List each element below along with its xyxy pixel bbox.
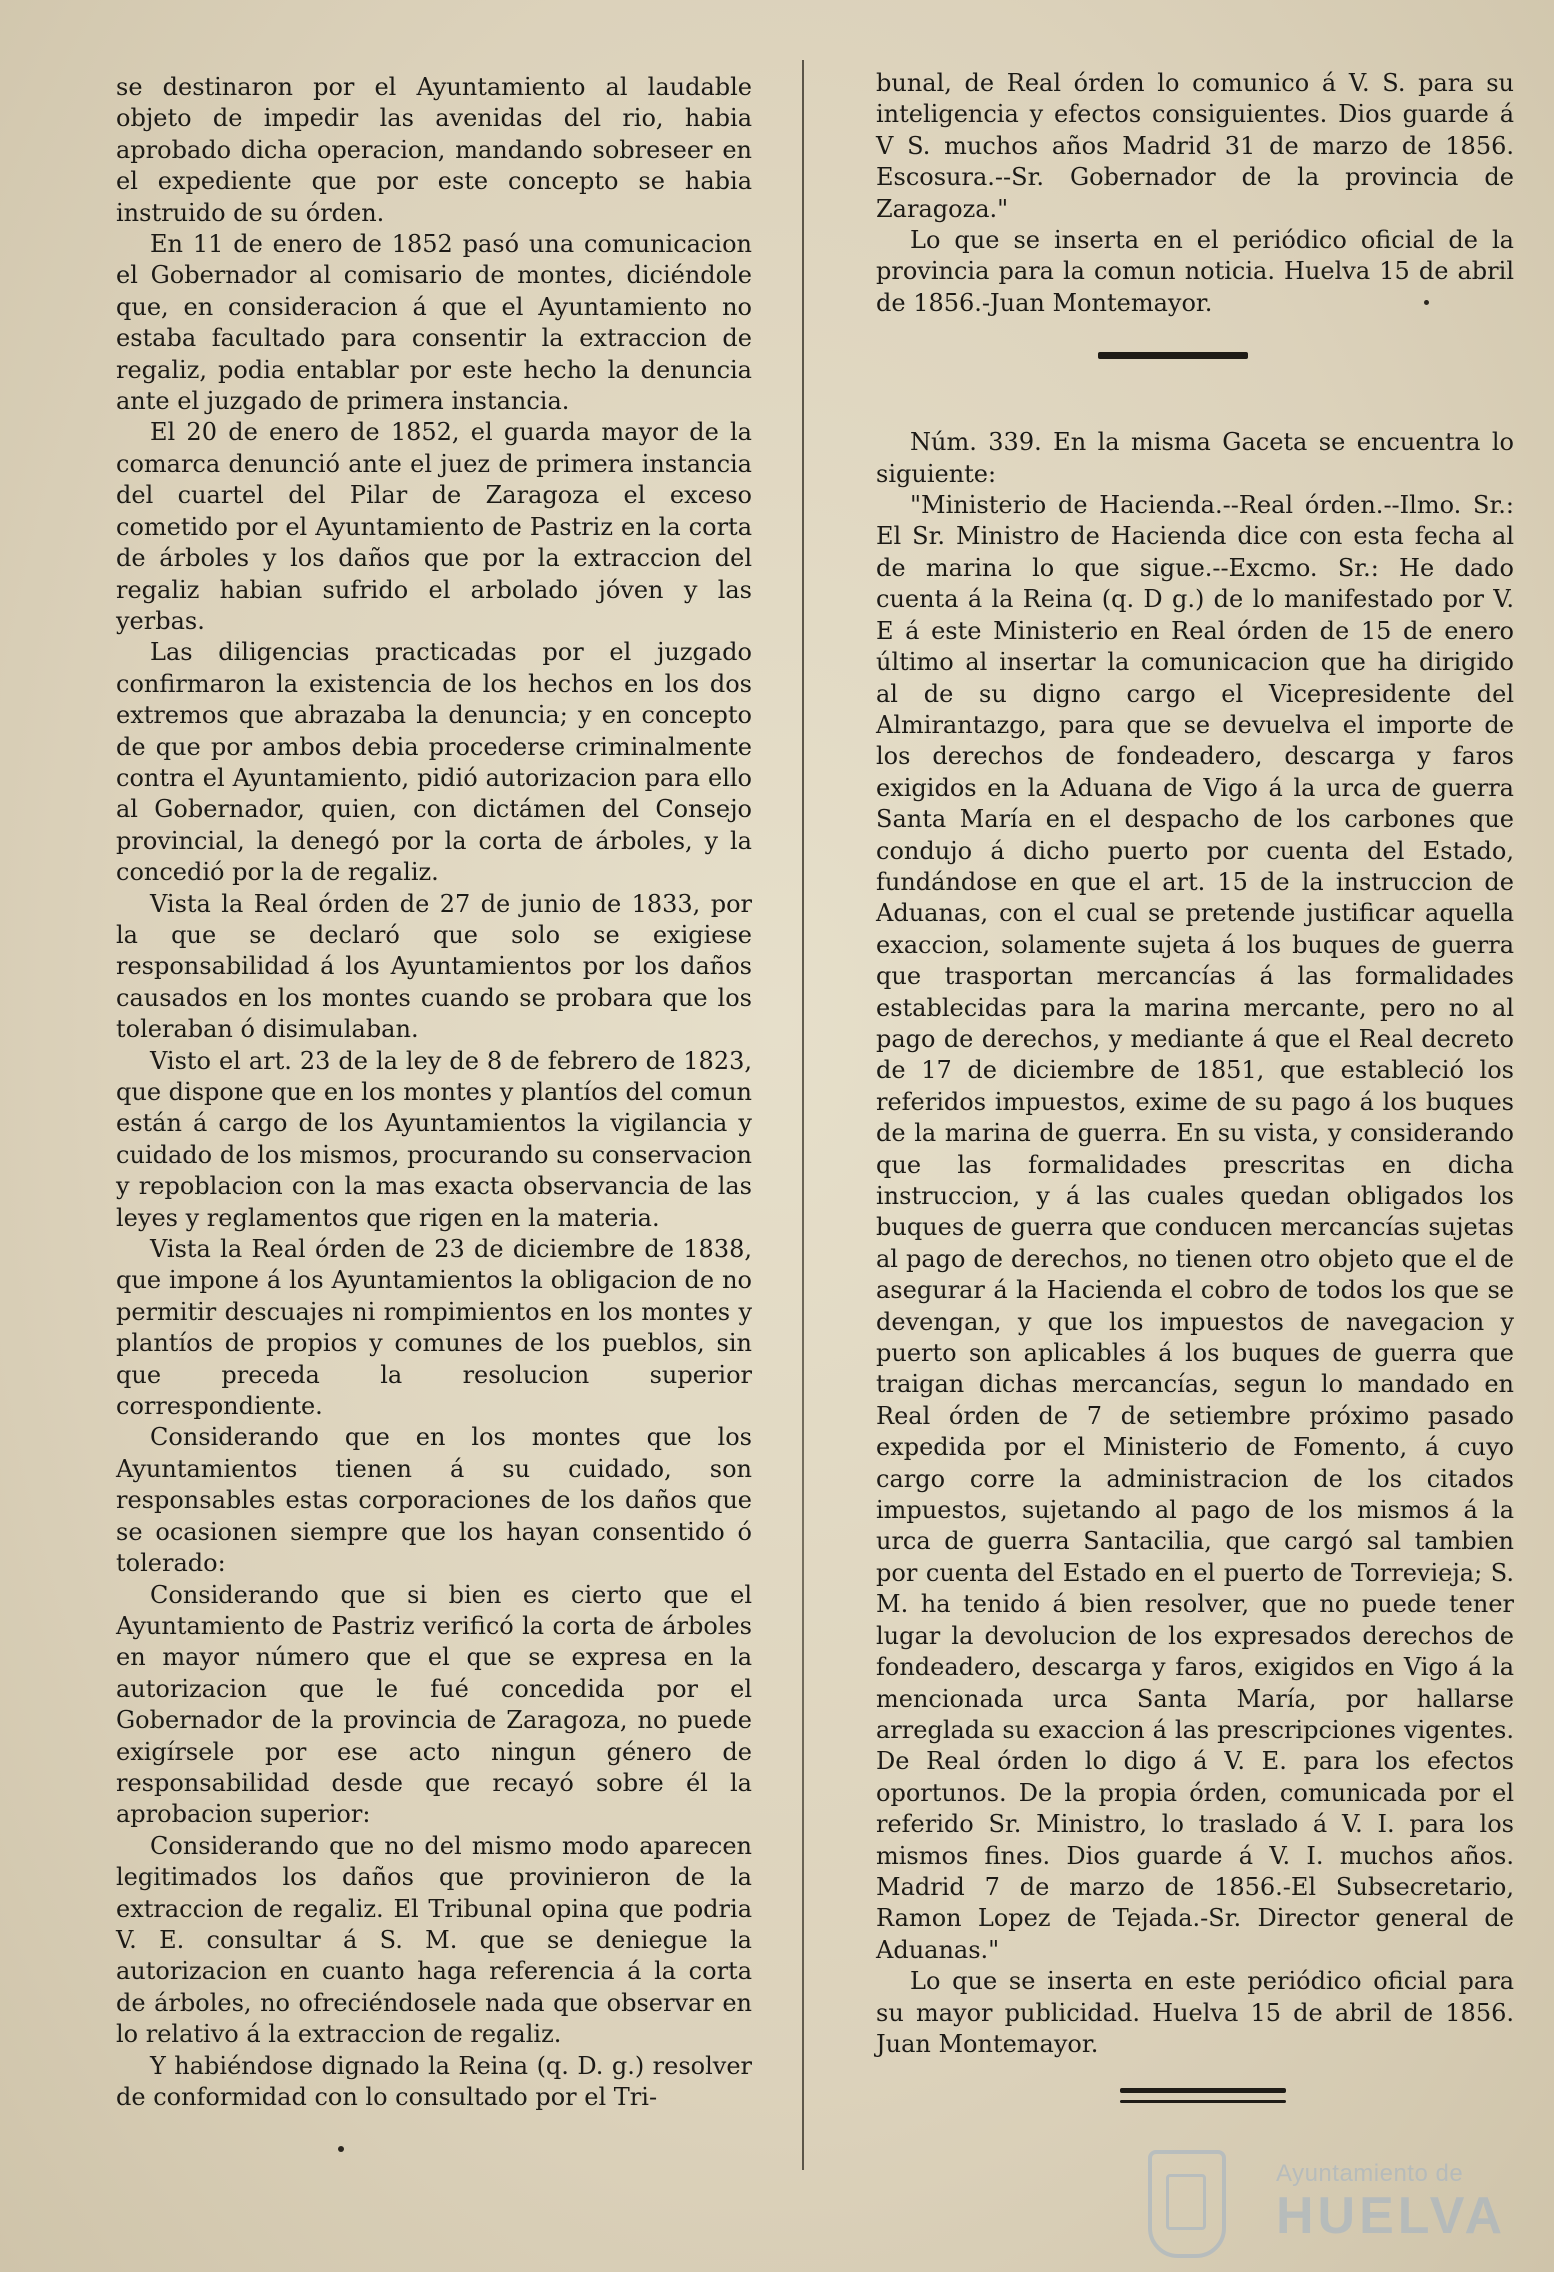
paragraph: Vista la Real órden de 27 de junio de 1833, por la que se declaró que solo se exigiese responsabilidad á los Ayuntamientos por los daños causados en los montes cuando se probara que los toleraban ó disimulaban. bbox=[116, 889, 752, 1044]
ink-dot bbox=[338, 2146, 344, 2152]
paragraph: "Ministerio de Hacienda.--Real órden.--Ilmo. Sr.: El Sr. Ministro de Hacienda dice con esta fecha al de marina lo que sigue.--Excmo. Sr.: He dado cuenta á la Reina (q. D g.) de lo manifestado por V. E á este Ministerio en Real órden de 15 de enero último al insertar la comunicacion que ha dirigido al de su digno cargo el Vicepresidente del Almirantazgo, para que se devuelva el importe de los derechos de fondeadero, descarga y faros exigidos en la Aduana de Vigo á la urca de guerra Santa María en el despacho de los carbones que condujo á dicho puerto por cuenta del Estado, fundándose en que el art. 15 de la instruccion de Aduanas, con el cual se pretende justificar aquella exaccion, solamente sujeta á los buques de guerra que trasportan mercancías á las formalidades establecidas para la marina mercante, pero no al pago de derechos, y mediante á que el Real decreto de 17 de diciembre de 1851, que estableció los referidos impuestos, exime de su pago á los buques de la marina de guerra. En su vista, y considerando que las formalidades prescritas en dicha instruccion, y á las cuales quedan obligados los buques de guerra que conducen mercancías sujetas al pago de derechos, no tienen otro objeto que el de asegurar á la Hacienda el cobro de todos los que se devengan, y que los impuestos de navegacion y puerto son aplicables á los buques de guerra que traigan dichas mercancías, segun lo mandado en Real órden de 7 de setiembre próximo pasado expedida por el Ministerio de Fomento, á cuyo cargo corre la administracion de los citados impuestos, sujetando al pago de los mismos á la urca de guerra Santacilia, que cargó sal tambien por cuenta del Estado en el puerto de Torrevieja; S. M. ha tenido á bien resolver, que no puede tener lugar la devolucion de los expresados derechos de fondeadero, descarga y faros, exigidos en Vigo á la mencionada urca Santa María, por hallarse arreglada su exaccion á las prescripciones vigentes. De Real órden lo digo á V. E. para los efectos oportunos. De la propia órden, comunicada por el referido Sr. Ministro, lo traslado á V. I. para los mismos fines. Dios guarde á V. I. muchos años. Madrid 7 de marzo de 1856.-El Subsecretario, Ramon Lopez de Tejada.-Sr. Director general de Aduanas." bbox=[876, 491, 1514, 1964]
paragraph: se destinaron por el Ayuntamiento al laudable objeto de impedir las avenidas del rio, habia aprobado dicha operacion, mandando sobreseer en el expediente que por este concepto se habia instruido de su órden. bbox=[116, 73, 752, 227]
right-column bbox=[876, 68, 1514, 2060]
paragraph: El 20 de enero de 1852, el guarda mayor de la comarca denunció ante el juez de primera instancia del cuartel del Pilar de Zaragoza el exceso cometido por el Ayuntamiento de Pastriz en la corta de árboles y los daños que por la extraccion del regaliz habian sufrido el arbolado jóven y las yerbas. bbox=[116, 418, 752, 635]
watermark-line-2: HUELVA bbox=[1276, 2187, 1507, 2245]
paragraph: Visto el art. 23 de la ley de 8 de febrero de 1823, que dispone que en los montes y plantíos del comun están á cargo de los Ayuntamientos la vigilancia y cuidado de los mismos, procurando su conservacion y repoblacion con la mas exacta observancia de las leyes y reglamentos que rigen en la materia. bbox=[116, 1046, 752, 1232]
end-rule-thin bbox=[1120, 2100, 1286, 2103]
watermark-line-1: Ayuntamiento de bbox=[1276, 2160, 1464, 2187]
paragraph: Y habiéndose dignado la Reina (q. D. g.) resolver de conformidad con lo consultado por el Tri- bbox=[116, 2051, 752, 2111]
paragraph: Considerando que si bien es cierto que el Ayuntamiento de Pastriz verificó la corta de árboles en mayor número que el que se expresa en la autorizacion que le fué concedida por el Gobernador de la provincia de Zaragoza, no puede exigírsele por ese acto ningun género de responsabilidad desde que recayó sobre él la aprobacion superior: bbox=[116, 1580, 752, 1829]
paragraph: bunal, de Real órden lo comunico á V. S. para su inteligencia y efectos consiguientes. Dios guarde á V S. muchos años Madrid 31 de marzo de 1856. Escosura.--Sr. Gobernador de la provincia de Zaragoza." bbox=[876, 69, 1514, 223]
paragraph: Vista la Real órden de 23 de diciembre de 1838, que impone á los Ayuntamientos la obligacion de no permitir descuajes ni rompimientos en los montes y plantíos de propios y comunes de los pueblos, sin que preceda la resolucion superior correspondiente. bbox=[116, 1235, 752, 1421]
left-column bbox=[116, 72, 752, 2113]
column-divider bbox=[802, 60, 804, 2170]
paragraph: Considerando que no del mismo modo aparecen legitimados los daños que provinieron de la extraccion de regaliz. El Tribunal opina que podria V. E. consultar á S. M. que se deniegue la autorizacion en cuanto haga referencia á la corta de árboles, no ofreciéndosele nada que observar en lo relativo á la extraccion de regaliz. bbox=[116, 1831, 752, 2049]
section-separator-rule bbox=[1098, 352, 1248, 359]
paragraph: Considerando que en los montes que los Ayuntamientos tienen á su cuidado, son responsables estas corporaciones de los daños que se ocasionen siempre que los hayan consentido ó tolerado: bbox=[116, 1423, 752, 1578]
paragraph: Lo que se inserta en este periódico oficial para su mayor publicidad. Huelva 15 de abril de 1856. Juan Montemayor. bbox=[876, 1967, 1514, 2058]
paragraph: En 11 de enero de 1852 pasó una comunicacion el Gobernador al comisario de montes, diciéndole que, en consideracion á que el Ayuntamiento no estaba facultado para consentir la extraccion de regaliz, podia entablar por este hecho la denuncia ante el juzgado de primera instancia. bbox=[116, 230, 752, 416]
coat-of-arms-icon bbox=[1148, 2150, 1226, 2258]
paragraph: Lo que se inserta en el periódico oficial de la provincia para la comun noticia. Huelva 15 de abril de 1856.-Juan Montemayor. bbox=[876, 226, 1514, 317]
end-rule-thick bbox=[1120, 2088, 1286, 2093]
section-gap bbox=[876, 319, 1514, 427]
watermark bbox=[1148, 2140, 1548, 2260]
section-heading: Núm. 339. En la misma Gaceta se encuentra lo siguiente: bbox=[876, 428, 1514, 488]
ink-dot bbox=[1424, 300, 1429, 305]
paragraph: Las diligencias practicadas por el juzgado confirmaron la existencia de los hechos en los dos extremos que abrazaba la denuncia; y en concepto de que por ambos debia procederse criminalmente contra el Ayuntamiento, pidió autorizacion para ello al Gobernador, quien, con dictámen del Consejo provincial, la denegó por la corta de árboles, y la concedió por la de regaliz. bbox=[116, 638, 752, 887]
